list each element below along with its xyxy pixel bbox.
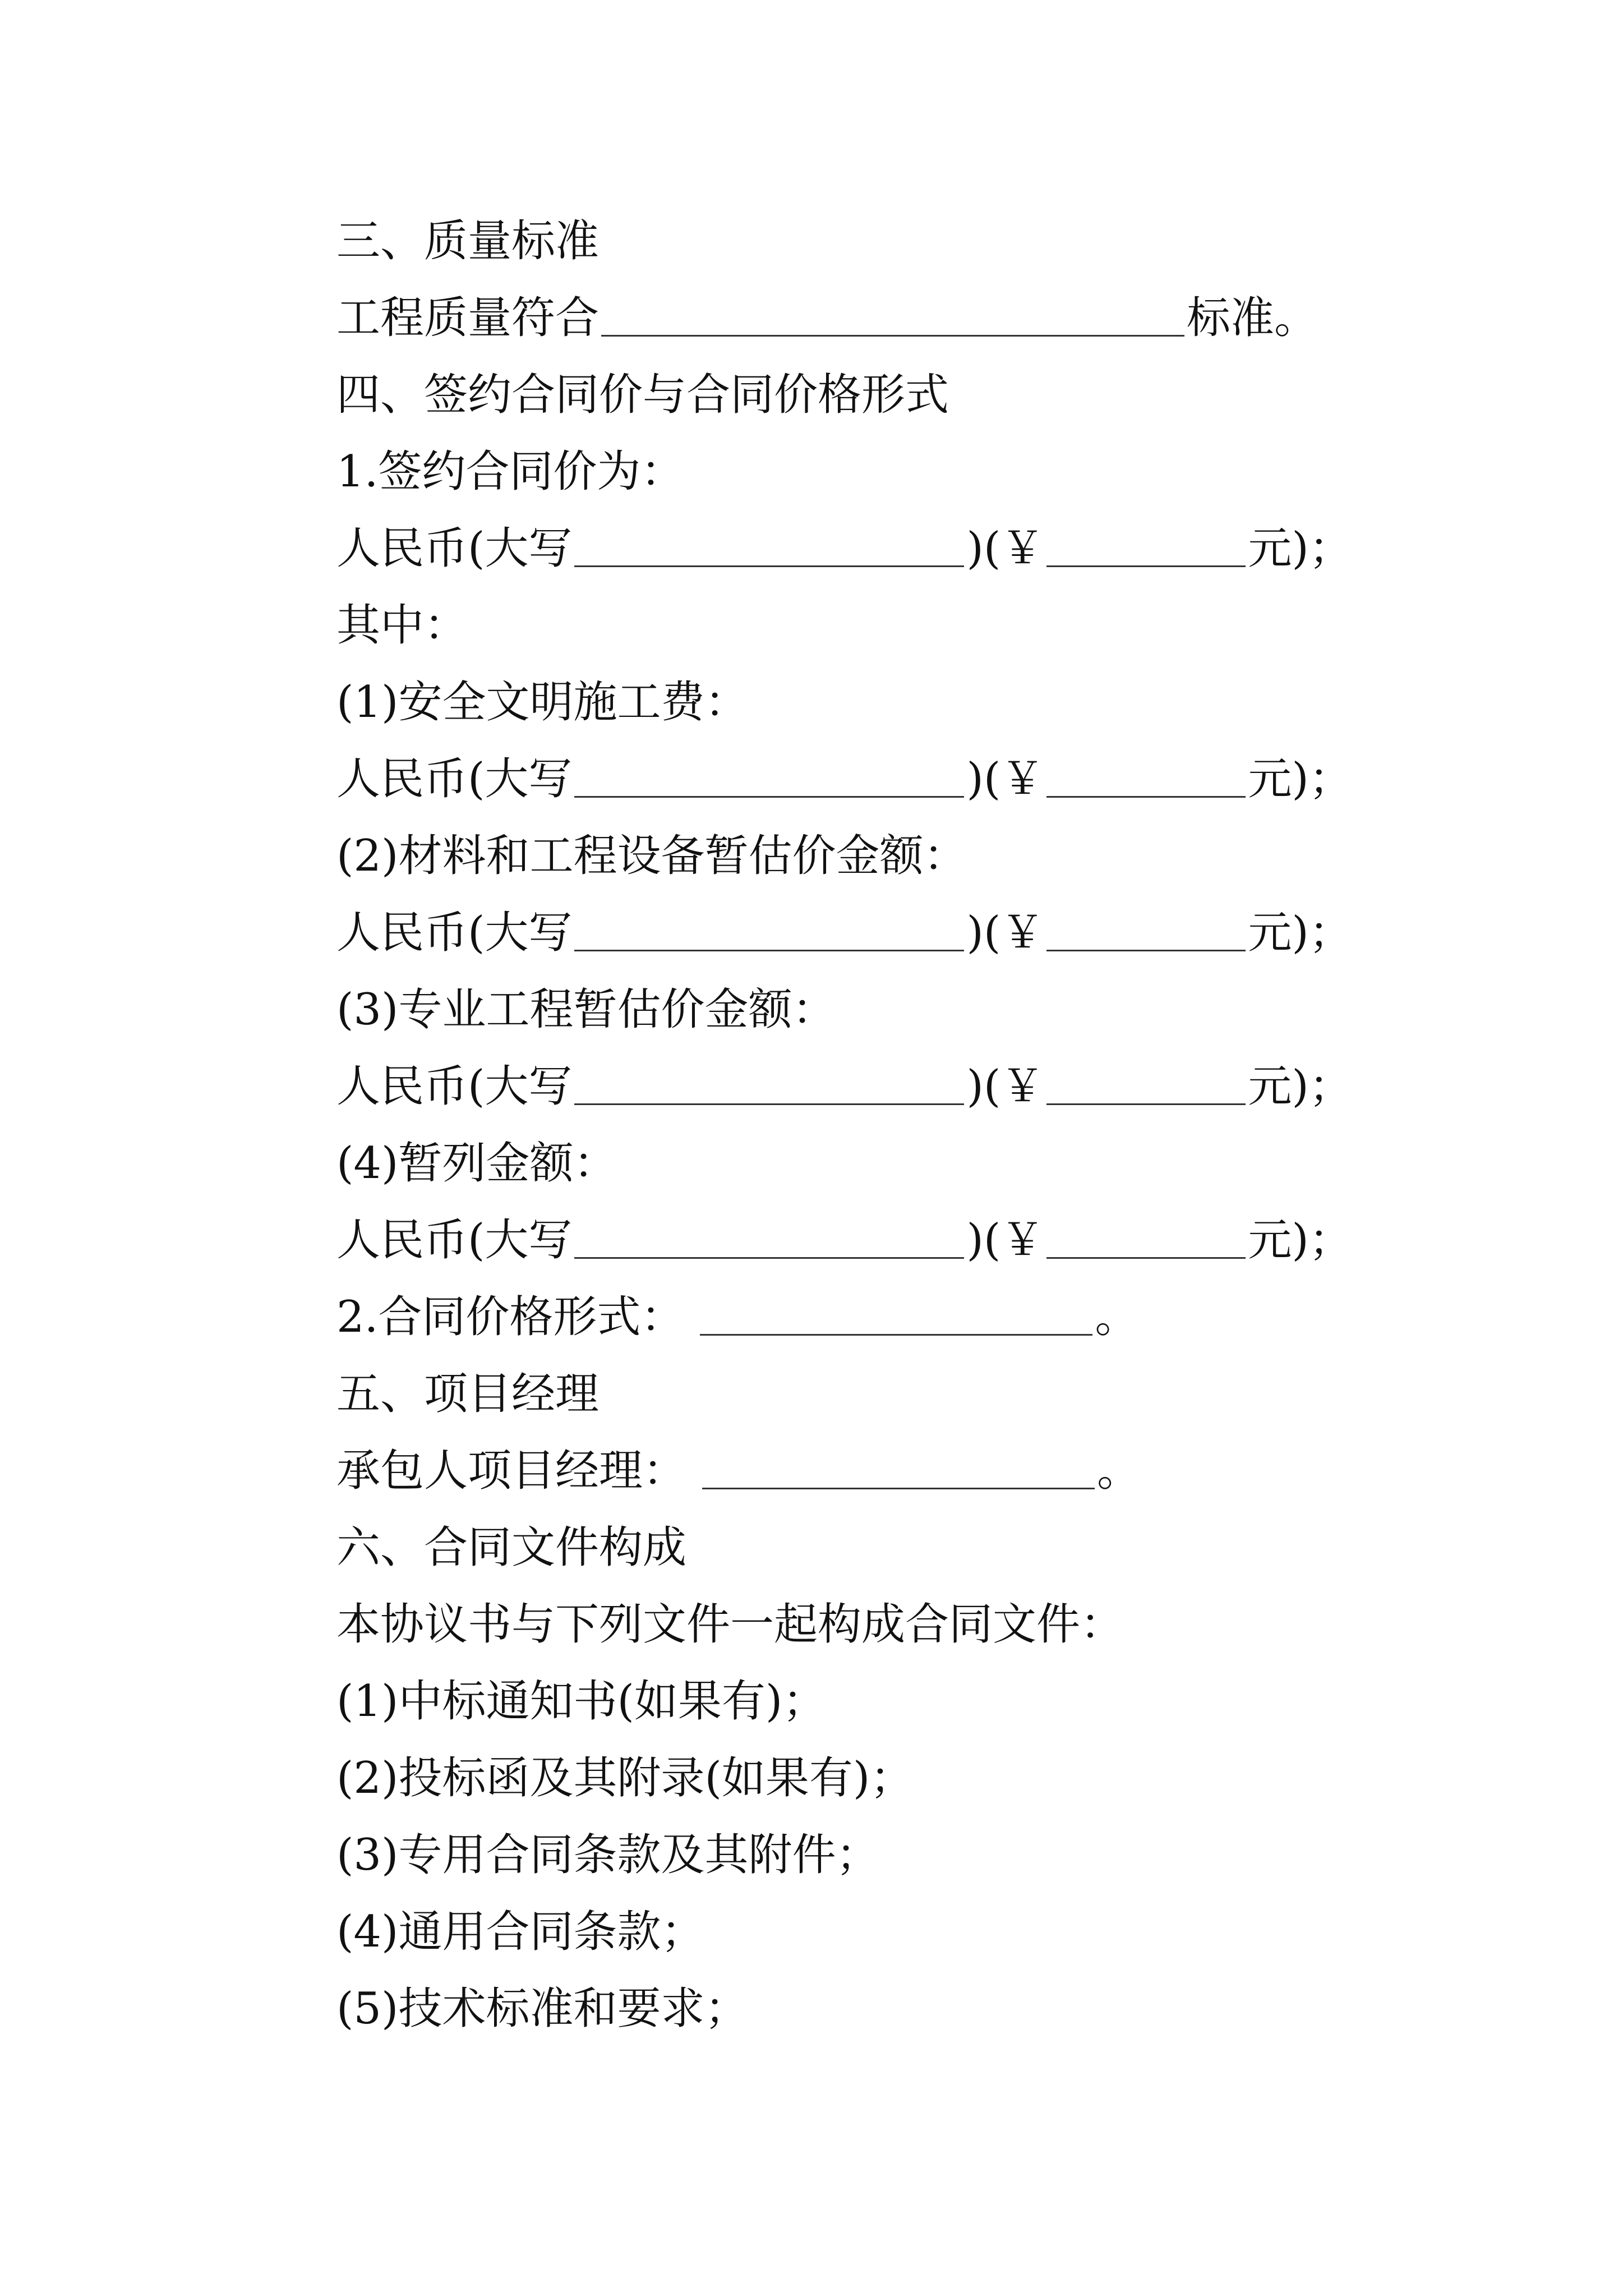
materials-estimate-label: (2)材料和工程设备暂估价金额：: [336, 831, 967, 881]
contract-doc-item: (4)通用合同条款；: [336, 1907, 705, 1957]
contract-doc-item: (3)专用合同条款及其附件；: [336, 1830, 880, 1880]
amount-in-figures-blank[interactable]: [1046, 531, 1246, 567]
project-manager-blank[interactable]: [702, 1453, 1095, 1489]
provisional-sum-amount-line: 人民币(大写 )(￥ 元)；: [336, 1215, 1353, 1266]
amount-in-words-blank[interactable]: [574, 915, 964, 951]
safety-fee-amount-line: 人民币(大写 )(￥ 元)；: [336, 754, 1353, 804]
materials-estimate-amount-line: 人民币(大写 )(￥ 元)；: [336, 908, 1353, 958]
section-5-heading: 五、项目经理: [336, 1369, 600, 1419]
amount-in-figures-blank[interactable]: [1046, 1222, 1246, 1259]
specialist-estimate-label: (3)专业工程暂估价金额：: [336, 984, 836, 1035]
section-3-heading: 三、质量标准: [336, 216, 600, 266]
amount-in-words-blank[interactable]: [574, 531, 964, 567]
project-manager-line: 承包人项目经理： 。: [336, 1446, 1141, 1496]
price-form-blank[interactable]: [700, 1299, 1092, 1336]
safety-fee-label: (1)安全文明施工费：: [336, 677, 749, 728]
quality-standard-blank[interactable]: [601, 300, 1184, 337]
amount-in-figures-blank[interactable]: [1046, 761, 1246, 798]
amount-in-figures-blank[interactable]: [1046, 1069, 1246, 1105]
contract-price-label: 1.签约合同价为：: [336, 447, 685, 497]
amount-in-words-blank[interactable]: [574, 761, 964, 798]
contract-doc-item: (1)中标通知书(如果有)；: [336, 1676, 827, 1727]
among-label: 其中：: [336, 600, 468, 651]
contract-docs-intro: 本协议书与下列文件一起构成合同文件：: [336, 1599, 1124, 1650]
section-4-heading: 四、签约合同价与合同价格形式: [336, 370, 949, 420]
contract-doc-item: (2)投标函及其附录(如果有)；: [336, 1753, 914, 1803]
amount-in-figures-blank[interactable]: [1046, 915, 1246, 951]
provisional-sum-label: (4)暂列金额：: [336, 1138, 617, 1189]
amount-in-words-blank[interactable]: [574, 1069, 964, 1105]
quality-standard-line: 工程质量符合 标准。: [336, 293, 1318, 343]
specialist-estimate-amount-line: 人民币(大写 )(￥ 元)；: [336, 1061, 1353, 1112]
contract-doc-item: (5)技术标准和要求；: [336, 1984, 749, 2034]
contract-price-amount-line: 人民币(大写 )(￥ 元)；: [336, 523, 1353, 574]
amount-in-words-blank[interactable]: [574, 1222, 964, 1259]
price-form-line: 2.合同价格形式： 。: [336, 1292, 1139, 1342]
section-6-heading: 六、合同文件构成: [336, 1522, 687, 1573]
